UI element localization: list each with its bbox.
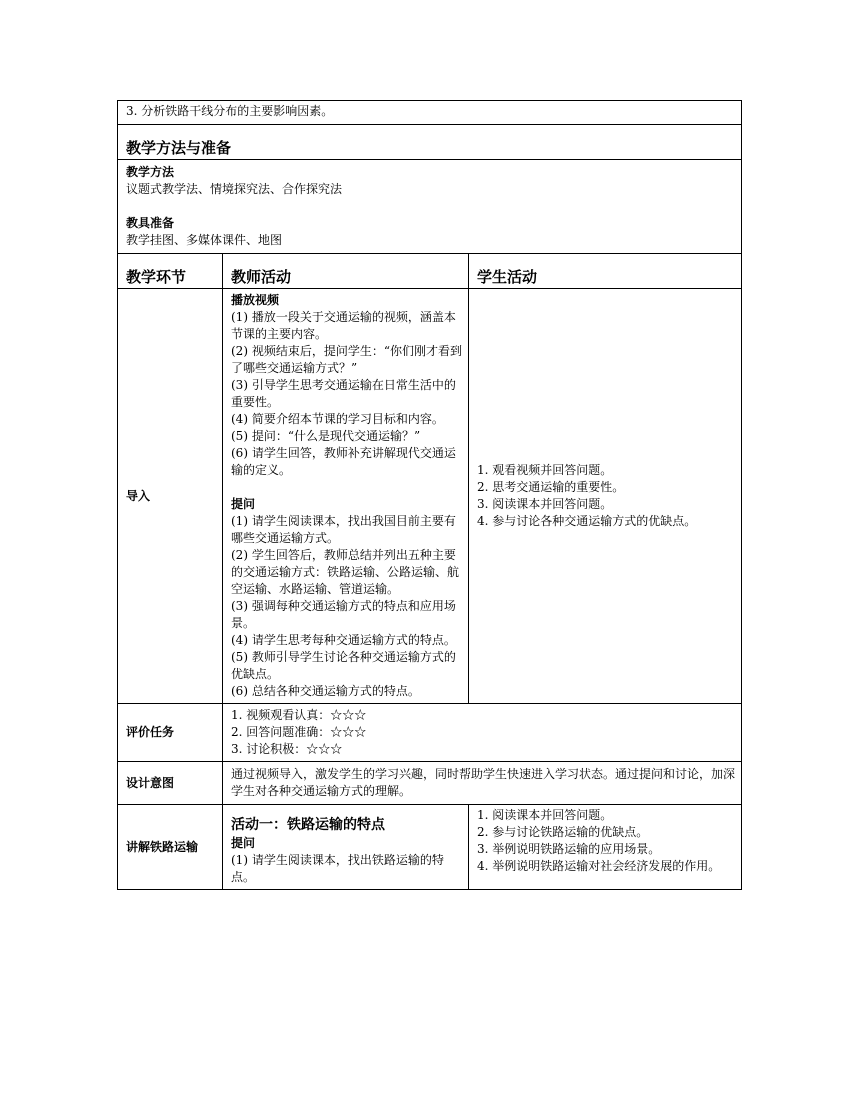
list-item: (2) 学生回答后，教师总结并列出五种主要的交通运输方式：铁路运输、公路运输、航空运输、水路运输、管道运输。 <box>231 548 460 596</box>
evaluation-cell <box>223 704 742 762</box>
header-teacher: 教师活动 <box>231 268 292 286</box>
list-item: (2) 视频结束后，提问学生：“你们刚才看到了哪些交通运输方式？” <box>231 344 462 375</box>
list-item: (3) 强调每种交通运输方式的特点和应用场景。 <box>231 599 456 630</box>
list-item: (1) 请学生阅读课本，找出铁路运输的特点。 <box>231 853 444 884</box>
table-header-row <box>118 254 742 289</box>
list-item: (1) 播放一段关于交通运输的视频，涵盖本节课的主要内容。 <box>231 310 456 341</box>
list-item: 1. 视频观看认真：☆☆☆ <box>231 708 367 722</box>
design-row <box>118 762 742 805</box>
method-heading: 教学方法 <box>126 165 175 179</box>
methods-title-row <box>118 125 742 160</box>
list-item: 2. 思考交通运输的重要性。 <box>477 480 625 494</box>
intro-teacher-cell <box>223 289 469 704</box>
header-student: 学生活动 <box>477 268 538 286</box>
railway-teacher-cell <box>223 805 469 890</box>
list-item: 4. 举例说明铁路运输对社会经济发展的作用。 <box>477 859 721 873</box>
objective-3: 3. 分析铁路干线分布的主要影响因素。 <box>118 101 742 125</box>
evaluation-row <box>118 704 742 762</box>
design-label: 设计意图 <box>118 762 223 805</box>
railway-student-cell <box>469 805 742 890</box>
header-stage: 教学环节 <box>126 268 187 286</box>
method-text: 议题式教学法、情境探究法、合作探究法 <box>126 182 343 196</box>
list-item: 3. 举例说明铁路运输的应用场景。 <box>477 842 661 856</box>
list-item: (6) 总结各种交通运输方式的特点。 <box>231 684 420 698</box>
list-item: 1. 阅读课本并回答问题。 <box>477 808 613 822</box>
list-item: (4) 简要介绍本节课的学习目标和内容。 <box>231 412 444 426</box>
list-item: 3. 阅读课本并回答问题。 <box>477 497 613 511</box>
list-item: (3) 引导学生思考交通运输在日常生活中的重要性。 <box>231 378 456 409</box>
activity-title: 活动一：铁路运输的特点 <box>231 817 385 833</box>
list-item: (4) 请学生思考每种交通运输方式的特点。 <box>231 633 456 647</box>
list-item: 2. 回答问题准确：☆☆☆ <box>231 725 367 739</box>
list-item: 4. 参与讨论各种交通运输方式的优缺点。 <box>477 514 697 528</box>
lesson-plan-page <box>117 100 741 890</box>
intro-label: 导入 <box>118 289 223 704</box>
list-item: (5) 提问：“什么是现代交通运输？” <box>231 429 421 443</box>
intro-student-cell <box>469 289 742 704</box>
list-item: (5) 教师引导学生讨论各种交通运输方式的优缺点。 <box>231 650 456 681</box>
methods-section-title: 教学方法与准备 <box>126 139 232 157</box>
tools-text: 教学挂图、多媒体课件、地图 <box>126 233 283 247</box>
intro-block1-title: 播放视频 <box>231 293 280 307</box>
objective-row <box>118 101 742 125</box>
design-text: 通过视频导入，激发学生的学习兴趣，同时帮助学生快速进入学习状态。通过提问和讨论，加深学生对各种交通运输方式的理解。 <box>223 762 742 805</box>
list-item: 3. 讨论积极：☆☆☆ <box>231 742 343 756</box>
intro-block2-title: 提问 <box>231 497 256 511</box>
evaluation-label: 评价任务 <box>118 704 223 762</box>
list-item: 1. 观看视频并回答问题。 <box>477 463 613 477</box>
methods-row <box>118 160 742 254</box>
railway-row <box>118 805 742 890</box>
railway-sub-title: 提问 <box>231 836 256 850</box>
list-item: (1) 请学生阅读课本，找出我国目前主要有哪些交通运输方式。 <box>231 514 456 545</box>
list-item: 2. 参与讨论铁路运输的优缺点。 <box>477 825 649 839</box>
list-item: (6) 请学生回答，教师补充讲解现代交通运输的定义。 <box>231 446 456 477</box>
tools-heading: 教具准备 <box>126 216 175 230</box>
railway-label: 讲解铁路运输 <box>118 805 223 890</box>
lesson-plan-table <box>117 100 742 890</box>
intro-row <box>118 289 742 704</box>
